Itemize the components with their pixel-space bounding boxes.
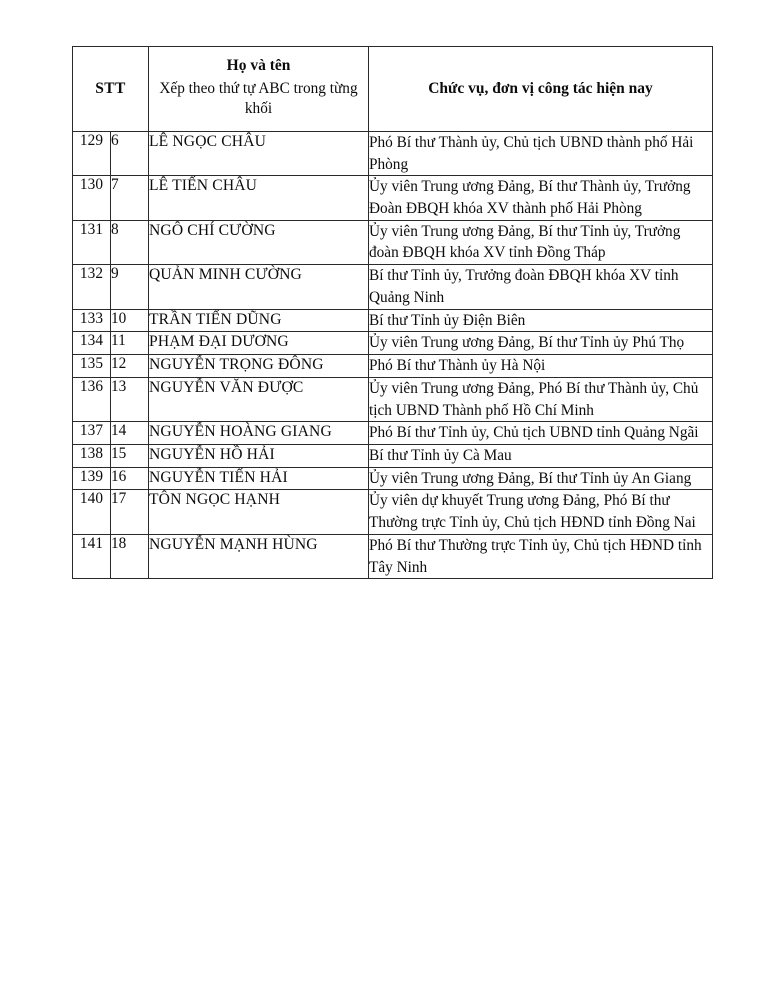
cell-index: 138 bbox=[73, 444, 111, 467]
cell-index: 137 bbox=[73, 422, 111, 445]
cell-index: 134 bbox=[73, 332, 111, 355]
cell-index: 131 bbox=[73, 220, 111, 264]
table-row bbox=[73, 332, 713, 355]
cell-index: 129 bbox=[73, 131, 111, 175]
cell-sub-index: 13 bbox=[111, 377, 149, 421]
column-header-stt: STT bbox=[73, 47, 149, 132]
cell-position: Ủy viên Trung ương Đảng, Bí thư Thành ủy, Trưởng Đoàn ĐBQH khóa XV thành phố Hải Phòng bbox=[369, 176, 713, 220]
cell-sub-index: 16 bbox=[111, 467, 149, 490]
cell-position: Bí thư Tỉnh ủy Điện Biên bbox=[369, 309, 713, 332]
header-row bbox=[73, 47, 713, 132]
cell-position: Phó Bí thư Tỉnh ủy, Chủ tịch UBND tỉnh Quảng Ngãi bbox=[369, 422, 713, 445]
cell-full-name: PHẠM ĐẠI DƯƠNG bbox=[149, 332, 369, 355]
table-row bbox=[73, 467, 713, 490]
cell-sub-index: 10 bbox=[111, 309, 149, 332]
cell-sub-index: 14 bbox=[111, 422, 149, 445]
cell-index: 135 bbox=[73, 355, 111, 378]
cell-sub-index: 12 bbox=[111, 355, 149, 378]
cell-sub-index: 17 bbox=[111, 490, 149, 534]
cell-index: 141 bbox=[73, 534, 111, 578]
cell-full-name: LÊ NGỌC CHÂU bbox=[149, 131, 369, 175]
cell-full-name: NGUYỄN TIẾN HẢI bbox=[149, 467, 369, 490]
cell-position: Ủy viên Trung ương Đảng, Bí thư Tỉnh ủy Phú Thọ bbox=[369, 332, 713, 355]
cell-position: Phó Bí thư Thành ủy, Chủ tịch UBND thành phố Hải Phòng bbox=[369, 131, 713, 175]
cell-index: 133 bbox=[73, 309, 111, 332]
table-row bbox=[73, 309, 713, 332]
cell-full-name: LÊ TIẾN CHÂU bbox=[149, 176, 369, 220]
cell-sub-index: 7 bbox=[111, 176, 149, 220]
cell-sub-index: 15 bbox=[111, 444, 149, 467]
cell-position: Phó Bí thư Thường trực Tỉnh ủy, Chủ tịch HĐND tỉnh Tây Ninh bbox=[369, 534, 713, 578]
cell-full-name: NGUYỄN TRỌNG ĐÔNG bbox=[149, 355, 369, 378]
table-row bbox=[73, 355, 713, 378]
cell-full-name: NGUYỄN MẠNH HÙNG bbox=[149, 534, 369, 578]
cell-index: 130 bbox=[73, 176, 111, 220]
cell-sub-index: 6 bbox=[111, 131, 149, 175]
table-row bbox=[73, 444, 713, 467]
cell-full-name: NGUYỄN VĂN ĐƯỢC bbox=[149, 377, 369, 421]
table-container bbox=[72, 46, 712, 579]
cell-full-name: TÔN NGỌC HẠNH bbox=[149, 490, 369, 534]
table-row bbox=[73, 422, 713, 445]
cell-sub-index: 11 bbox=[111, 332, 149, 355]
column-header-role: Chức vụ, đơn vị công tác hiện nay bbox=[369, 47, 713, 132]
cell-position: Bí thư Tỉnh ủy, Trưởng đoàn ĐBQH khóa XV tỉnh Quảng Ninh bbox=[369, 265, 713, 309]
cell-position: Bí thư Tỉnh ủy Cà Mau bbox=[369, 444, 713, 467]
officials-table bbox=[72, 46, 713, 579]
column-header-name-subtitle: Xếp theo thứ tự ABC trong từng khối bbox=[159, 79, 358, 118]
cell-position: Ủy viên dự khuyết Trung ương Đảng, Phó Bí thư Thường trực Tỉnh ủy, Chủ tịch HĐND tỉnh Đồng Nai bbox=[369, 490, 713, 534]
cell-sub-index: 18 bbox=[111, 534, 149, 578]
cell-sub-index: 8 bbox=[111, 220, 149, 264]
table-row bbox=[73, 131, 713, 175]
cell-position: Ủy viên Trung ương Đảng, Bí thư Tỉnh ủy, Trưởng đoàn ĐBQH khóa XV tỉnh Đồng Tháp bbox=[369, 220, 713, 264]
column-header-name bbox=[149, 47, 369, 132]
cell-full-name: NGUYỄN HỒ HẢI bbox=[149, 444, 369, 467]
table-header bbox=[73, 47, 713, 132]
cell-position: Ủy viên Trung ương Đảng, Phó Bí thư Thành ủy, Chủ tịch UBND Thành phố Hồ Chí Minh bbox=[369, 377, 713, 421]
table-row bbox=[73, 220, 713, 264]
cell-full-name: NGUYỄN HOÀNG GIANG bbox=[149, 422, 369, 445]
cell-index: 132 bbox=[73, 265, 111, 309]
cell-full-name: QUẢN MINH CƯỜNG bbox=[149, 265, 369, 309]
table-row bbox=[73, 176, 713, 220]
table-row bbox=[73, 265, 713, 309]
cell-index: 139 bbox=[73, 467, 111, 490]
table-body bbox=[73, 131, 713, 578]
cell-index: 136 bbox=[73, 377, 111, 421]
cell-full-name: NGÔ CHÍ CƯỜNG bbox=[149, 220, 369, 264]
column-header-name-title: Họ và tên bbox=[226, 57, 291, 74]
cell-full-name: TRẦN TIẾN DŨNG bbox=[149, 309, 369, 332]
cell-sub-index: 9 bbox=[111, 265, 149, 309]
table-row bbox=[73, 534, 713, 578]
table-row bbox=[73, 490, 713, 534]
table-row bbox=[73, 377, 713, 421]
cell-position: Ủy viên Trung ương Đảng, Bí thư Tỉnh ủy An Giang bbox=[369, 467, 713, 490]
cell-position: Phó Bí thư Thành ủy Hà Nội bbox=[369, 355, 713, 378]
cell-index: 140 bbox=[73, 490, 111, 534]
